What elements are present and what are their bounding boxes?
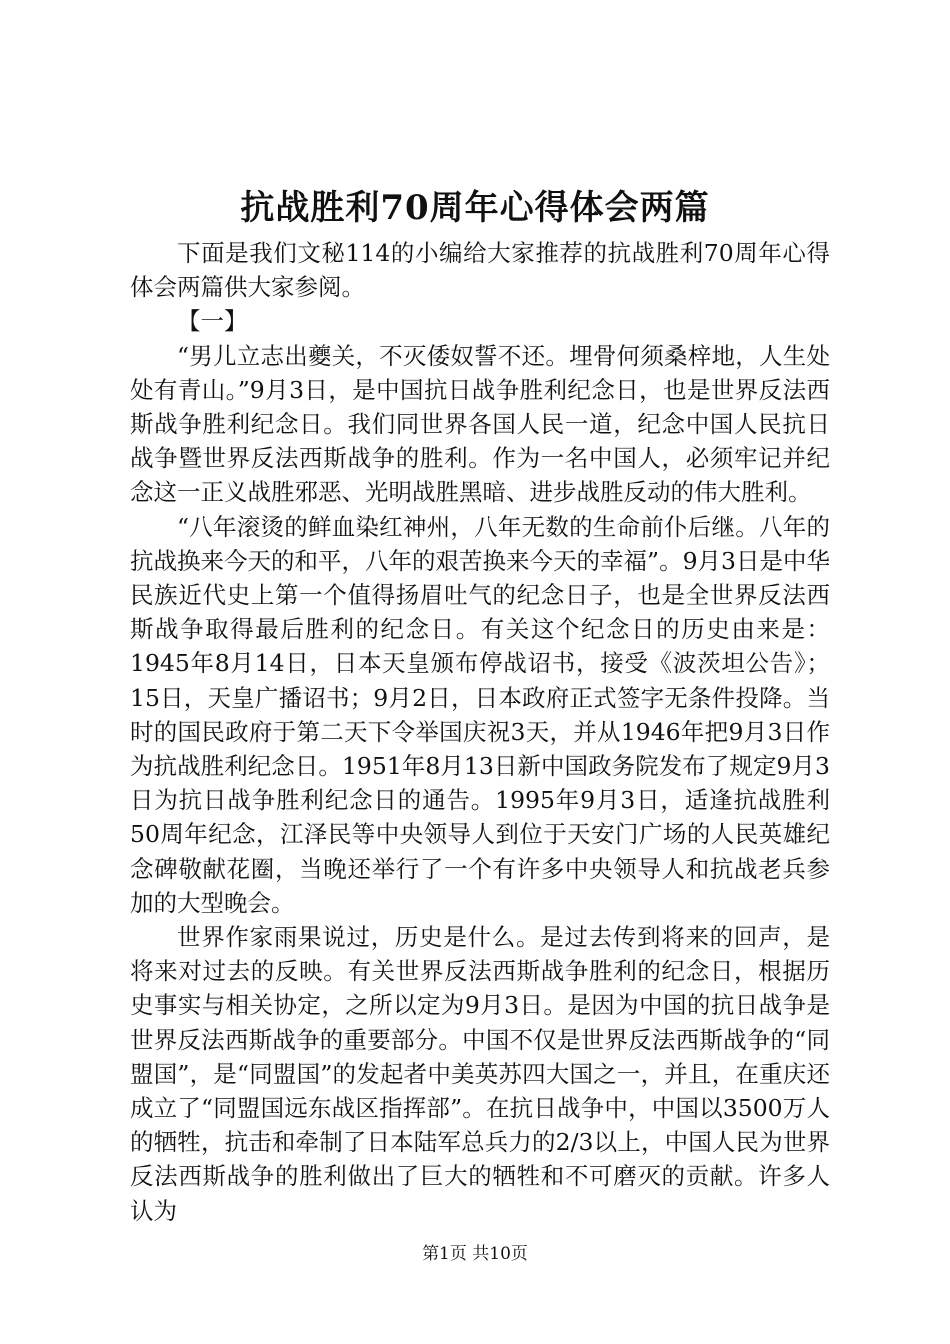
document-body (130, 236, 830, 1228)
body-paragraph: “八年滚烫的鲜血染红神州，八年无数的生命前仆后继。八年的抗战换来今天的和平，八年的艰苦换来今天的幸福”。9月3日是中华民族近代史上第一个值得扬眉吐气的纪念日子，也是全世界反法西斯战争取得最后胜利的纪念日。有关这个纪念日的历史由来是：1945年8月14日，日本天皇颁布停战诏书，接受《波茨坦公告》；15日，天皇广播诏书；9月2日，日本政府正式签字无条件投降。当时的国民政府于第二天下令举国庆祝3天，并从1946年把9月3日作为抗战胜利纪念日。1951年8月13日新中国政务院发布了规定9月3日为抗日战争胜利纪念日的通告。1995年9月3日，适逢抗战胜利50周年纪念，江泽民等中央领导人到位于天安门广场的人民英雄纪念碑敬献花圈，当晚还举行了一个有许多中央领导人和抗战老兵参加的大型晚会。 (130, 512, 830, 917)
body-paragraph: 世界作家雨果说过，历史是什么。是过去传到将来的回声，是将来对过去的反映。有关世界反法西斯战争胜利的纪念日，根据历史事实与相关协定，之所以定为9月3日。是因为中国的抗日战争是世界反法西斯战争的重要部分。中国不仅是世界反法西斯战争的“同盟国”，是“同盟国”的发起者中美英苏四大国之一，并且，在重庆还成立了“同盟国远东战区指挥部”。在抗日战争中，中国以3500万人的牺牲，抗击和牵制了日本陆军总兵力的2/3以上，中国人民为世界反法西斯战争的胜利做出了巨大的牺牲和不可磨灭的贡献。许多人认为 (130, 923, 830, 1225)
body-paragraph: “男儿立志出夔关，不灭倭奴誓不还。埋骨何须桑梓地，人生处处有青山。”9月3日，是中国抗日战争胜利纪念日，也是世界反法西斯战争胜利纪念日。我们同世界各国人民一道，纪念中国人民抗日战争暨世界反法西斯战争的胜利。作为一名中国人，必须牢记并纪念这一正义战胜邪恶、光明战胜黑暗、进步战胜反动的伟大胜利。 (130, 341, 830, 507)
intro-paragraph: 下面是我们文秘114的小编给大家推荐的抗战胜利70周年心得体会两篇供大家参阅。 (130, 239, 830, 302)
section-heading: 【一】 (177, 307, 248, 336)
document-title: 抗战胜利70周年心得体会两篇 (240, 188, 710, 228)
page-number-footer: 第1页 共10页 (422, 1244, 528, 1264)
